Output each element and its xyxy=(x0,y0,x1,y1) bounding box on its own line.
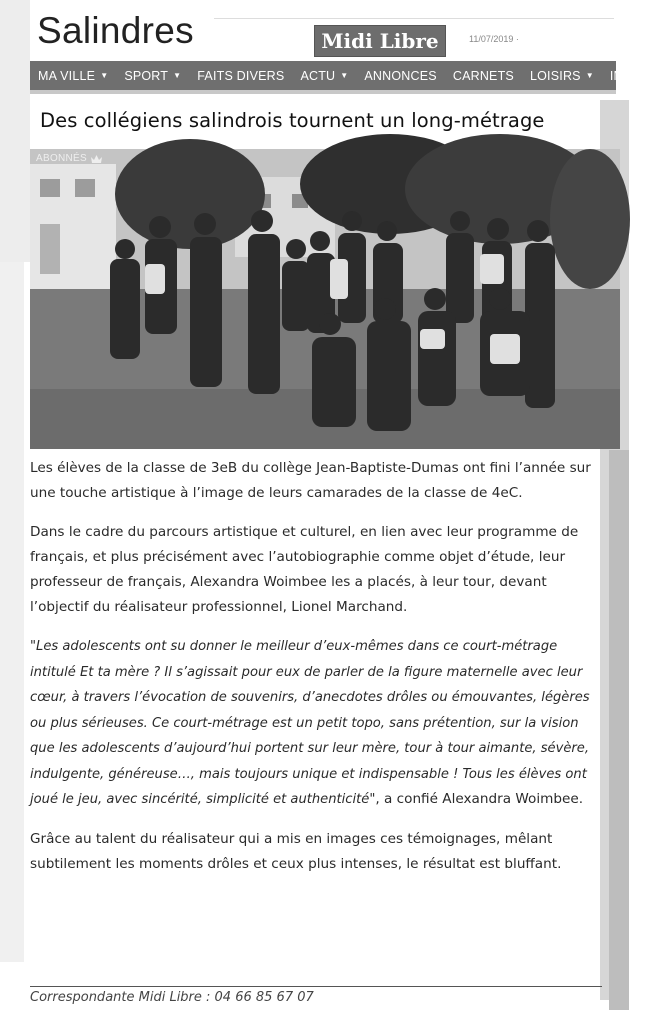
subscriber-badge xyxy=(36,153,102,164)
article-quote: "Les adolescents ont su donner le meilleur d’eux-mêmes dans ce court-métrage intitulé Et ta mère ? Il s’agissait pour eux de parler de la figure maternelle avec leur cœur, à travers l’évocation de souvenirs, d’anecdotes drôles ou émouvantes, légères ou plus sérieuses. Ce court-métrage est un petit topo, sans prétention, sur la vision que les adolescents d’aujourd’hui portent sur leur mère, tour à tour aimante, sévère, indulgente, généreuse…, mais toujours unique et indispensable ! Tous les élèves ont joué le jeu, avec sincérité, simplicité et authenticité" xyxy=(30,639,590,807)
chevron-down-icon: ▼ xyxy=(340,71,349,80)
nav-item-ma-ville[interactable] xyxy=(30,69,116,83)
publication-date: 11/07/2019 · xyxy=(469,34,519,44)
badge-label: ABONNÉS xyxy=(36,153,88,164)
group-photo-illustration xyxy=(30,149,620,449)
article-paragraph: Grâce au talent du réalisateur qui a mis en images ces témoignages, mêlant subtilement les moments drôles et ceux plus intenses, le résultat est bluffant. xyxy=(30,830,562,872)
nav-item-actu[interactable] xyxy=(292,69,356,83)
quote-attribution: , a confié Alexandra Woimbee. xyxy=(375,791,584,807)
nav-item-immo[interactable] xyxy=(602,69,653,83)
nav-label: LOISIRS xyxy=(529,68,581,83)
byline-rule xyxy=(30,986,602,987)
nav-label: SPORT xyxy=(124,68,169,83)
nav-label: ACTU xyxy=(300,68,336,83)
nav-item-sport[interactable] xyxy=(116,69,189,83)
crown-icon xyxy=(91,155,102,163)
nav-item-carnets[interactable] xyxy=(445,69,522,83)
page-margin-left xyxy=(0,0,30,262)
header-rule xyxy=(214,18,614,19)
nav-item-annonces[interactable] xyxy=(356,69,444,83)
nav-item-loisirs[interactable] xyxy=(522,69,602,83)
article-body xyxy=(30,456,600,891)
nav-item-faits-divers[interactable] xyxy=(189,69,292,83)
article-paragraph: Les élèves de la classe de 3eB du collège Jean-Baptiste-Dumas ont fini l’année sur une touche artistique à l’image de leurs camarades de la classe de 4eC. xyxy=(30,460,591,501)
nav-label: CARNETS xyxy=(452,68,514,83)
chevron-down-icon: ▼ xyxy=(100,71,109,80)
nav-label: IMMO xyxy=(609,68,645,83)
page-margin-left-lower xyxy=(0,262,24,962)
article-paragraph: Dans le cadre du parcours artistique et culturel, en lien avec leur programme de français, et plus précisément avec l’autobiographie comme objet d’étude, leur professeur de français, Alexandra Woimbee les a placés, à leur tour, devant l’objectif du réalisateur professionnel, Lionel Marchand. xyxy=(30,524,579,615)
town-title[interactable]: Salindres xyxy=(37,10,194,51)
main-nav xyxy=(30,61,645,90)
article-byline: Correspondante Midi Libre : 04 66 85 67 07 xyxy=(30,990,314,1005)
chevron-down-icon: ▼ xyxy=(173,71,182,80)
nav-label: FAITS DIVERS xyxy=(197,68,285,83)
nav-label: ANNONCES xyxy=(364,68,437,83)
article-headline: Des collégiens salindrois tournent un long-métrage xyxy=(40,109,545,132)
nav-label: MA VILLE xyxy=(38,68,96,83)
midi-libre-logo[interactable]: Midi Libre xyxy=(314,25,446,57)
page-margin-right-lower xyxy=(609,450,629,1010)
article-photo[interactable] xyxy=(30,149,620,449)
article-quote-paragraph xyxy=(30,634,600,813)
nav-shadow xyxy=(30,90,616,94)
chevron-down-icon: ▼ xyxy=(585,71,594,80)
